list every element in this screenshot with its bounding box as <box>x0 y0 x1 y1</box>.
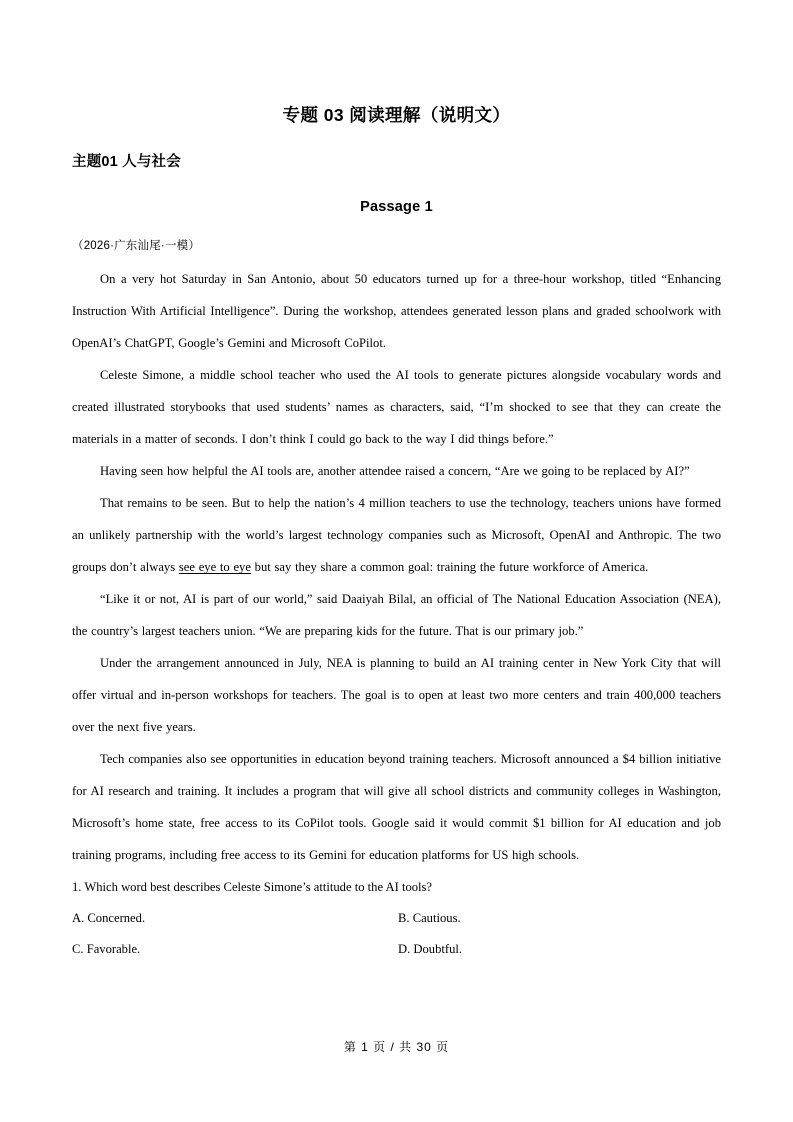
option-c[interactable]: C. Favorable. <box>72 942 141 957</box>
paragraph-text-before-underline: That remains to be seen. But to help the nation’s 4 million teachers to use the technology, teachers unions have formed an unlikely partnership with the world’s largest technology companies such as Microsoft, OpenAI and Anthropic. The two groups don’t always <box>72 496 721 575</box>
paragraph-text-after-underline: but say they share a common goal: training the future workforce of America. <box>250 560 649 575</box>
question-1-stem: 1. Which word best describes Celeste Simone’s attitude to the AI tools? <box>72 880 433 895</box>
passage-paragraph-4 <box>72 487 721 583</box>
option-d[interactable]: D. Doubtful. <box>398 942 463 957</box>
page-title: 专题 03 阅读理解（说明文） <box>282 105 511 125</box>
page-footer: 第 1 页 / 共 30 页 <box>343 1040 450 1054</box>
option-b[interactable]: B. Cautious. <box>398 911 461 926</box>
passage-paragraph-1: On a very hot Saturday in San Antonio, about 50 educators turned up for a three-hour workshop, titled “Enhancing Instruction With Artificial Intelligence”. During the workshop, attendees generated lesson plans and graded schoolwork with OpenAI’s ChatGPT, Google’s Gemini and Microsoft CoPilot. <box>72 272 721 351</box>
passage-paragraph-7: Tech companies also see opportunities in education beyond training teachers. Microsoft announced a $4 billion initiative for AI research and training. It includes a program that will give all school districts and community colleges in Washington, Microsoft’s home state, free access to its CoPilot tools. Google said it would commit $1 billion for AI education and job training programs, including free access to its Gemini for education platforms for US high schools. <box>72 752 721 863</box>
passage-heading: Passage 1 <box>360 198 433 215</box>
passage-paragraph-6: Under the arrangement announced in July, NEA is planning to build an AI training center in New York City that will offer virtual and in-person workshops for teachers. The goal is to open at least two more centers and train 400,000 teachers over the next five years. <box>72 656 721 735</box>
option-a[interactable]: A. Concerned. <box>72 911 146 926</box>
option-row <box>72 903 721 934</box>
theme-heading: 主题01 人与社会 <box>72 153 181 170</box>
passage-paragraph-2: Celeste Simone, a middle school teacher who used the AI tools to generate pictures alongside vocabulary words and created illustrated storybooks that used students’ names as characters, said, “I’m shocked to see that they can create the materials in a matter of seconds. I don’t think I could go back to the way I did things before.” <box>72 368 721 447</box>
option-row <box>72 934 721 965</box>
passage-paragraph-5: “Like it or not, AI is part of our world,” said Daaiyah Bilal, an official of The National Education Association (NEA), the country’s largest teachers union. “We are preparing kids for the future. That is our primary job.” <box>72 592 721 639</box>
passage-paragraph-3: Having seen how helpful the AI tools are, another attendee raised a concern, “Are we going to be replaced by AI?” <box>100 464 690 479</box>
source-citation: （2026·广东汕尾·一模） <box>72 239 201 252</box>
question-1-options <box>72 903 721 965</box>
underlined-phrase: see eye to eye <box>178 560 251 575</box>
